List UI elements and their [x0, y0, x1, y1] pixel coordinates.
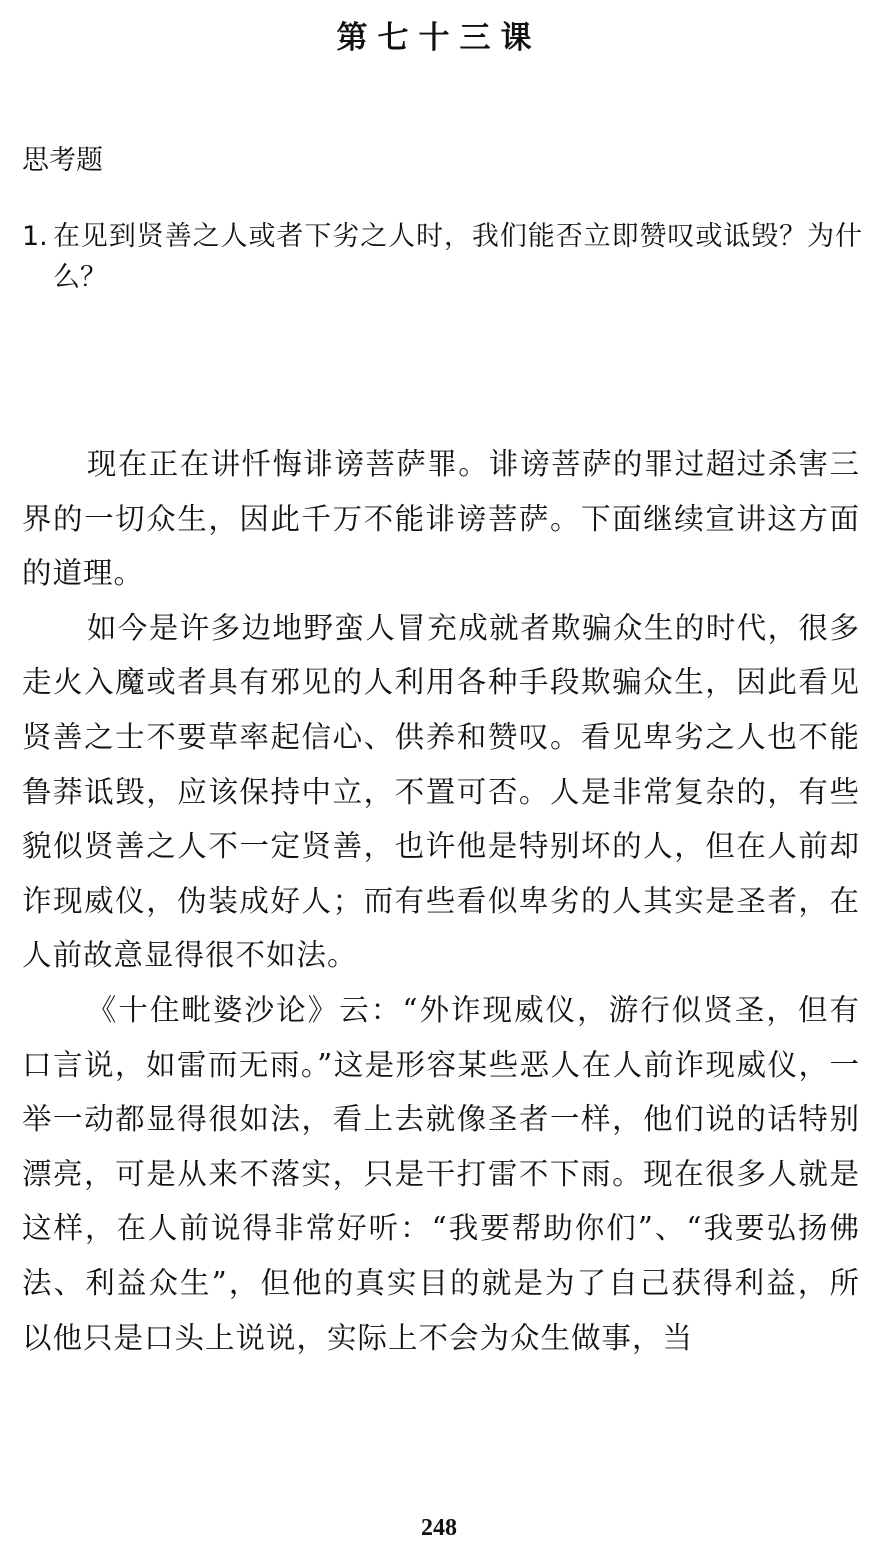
question-number: 1. — [22, 221, 48, 252]
paragraph: 现在正在讲忏悔诽谤菩萨罪。诽谤菩萨的罪过超过杀害三界的一切众生，因此千万不能诽谤菩萨。下面继续宣讲这方面的道理。 — [22, 447, 860, 591]
question-item — [22, 216, 862, 298]
lesson-title: 第七十三课 — [336, 20, 542, 56]
paragraph: 《十住毗婆沙论》云：“外诈现威仪，游行似贤圣，但有口言说，如雷而无雨。”这是形容某些恶人在人前诈现威仪，一举一动都显得很如法，看上去就像圣者一样，他们说的话特别漂亮，可是从来不落实，只是干打雷不下雨。现在很多人就是这样，在人前说得非常好听：“我要帮助你们”、“我要弘扬佛法、利益众生”，但他的真实目的就是为了自己获得利益，所以他只是口头上说说，实际上不会为众生做事，当 — [22, 992, 860, 1355]
body-text — [22, 437, 860, 1365]
thinking-questions-heading: 思考题 — [22, 145, 103, 176]
paragraph: 如今是许多边地野蛮人冒充成就者欺骗众生的时代，很多走火入魔或者具有邪见的人利用各种手段欺骗众生，因此看见贤善之士不要草率起信心、供养和赞叹。看见卑劣之人也不能鲁莽诋毁，应该保持中立，不置可否。人是非常复杂的，有些貌似贤善之人不一定贤善，也许他是特别坏的人，但在人前却诈现威仪，伪装成好人；而有些看似卑劣的人其实是圣者，在人前故意显得很不如法。 — [22, 610, 860, 973]
question-text: 在见到贤善之人或者下劣之人时，我们能否立即赞叹或诋毁？为什么？ — [53, 221, 862, 293]
page-number: 248 — [421, 1515, 457, 1541]
